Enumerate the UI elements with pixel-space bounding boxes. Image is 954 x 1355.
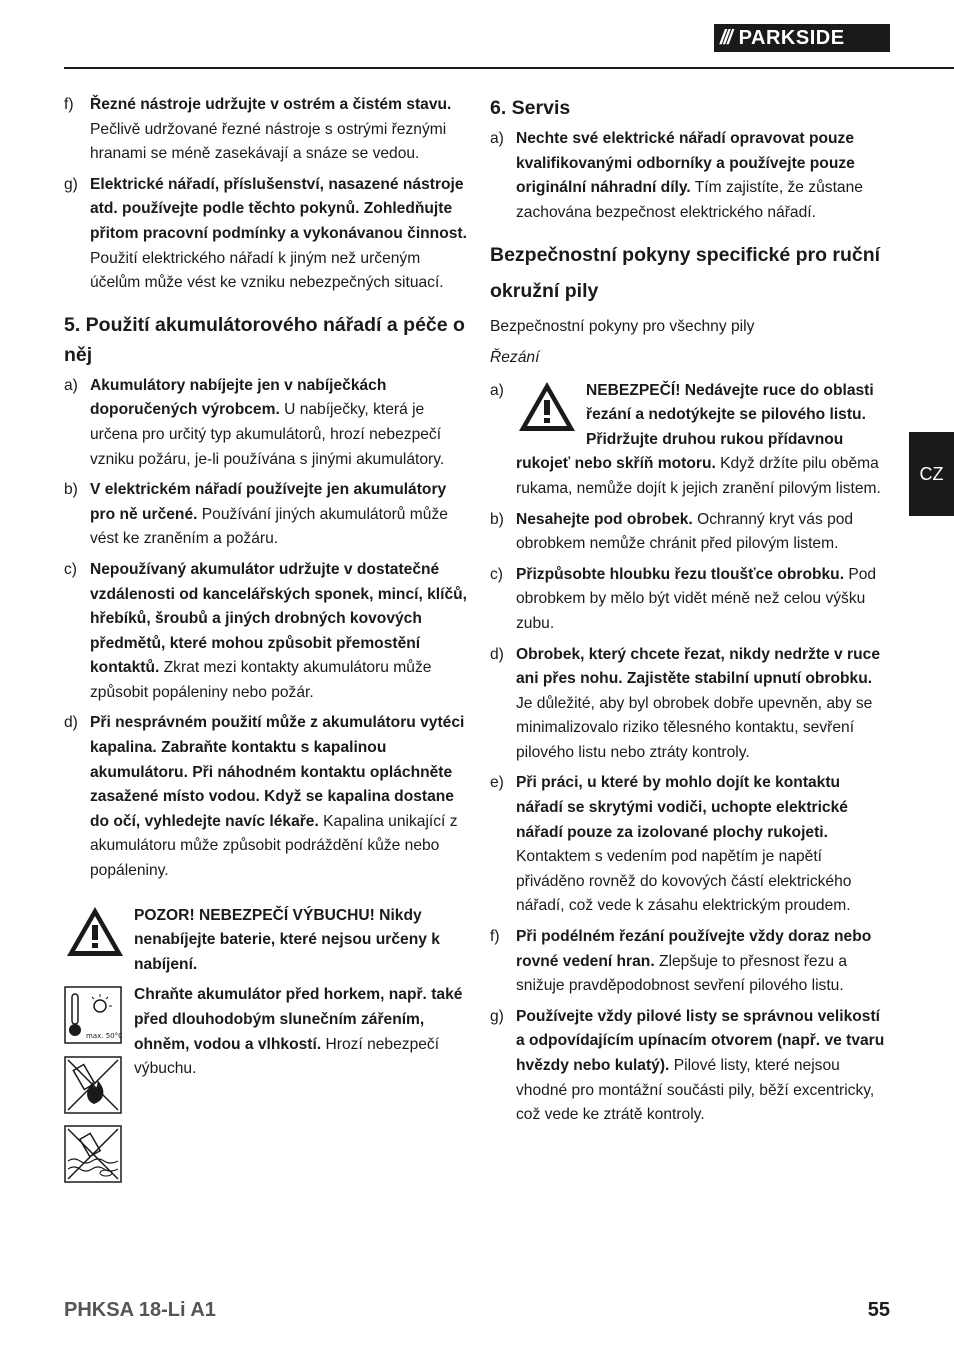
warning-triangle-icon	[64, 904, 126, 960]
item-label: g)	[64, 175, 78, 193]
item-text	[90, 374, 468, 472]
section-5-heading: 5. Použití akumulátorového nářadí a péče o něj	[64, 313, 465, 366]
item-normal: Používání jiných akumulátorů může vést ke zraněním a požáru.	[90, 505, 448, 548]
item-text	[90, 173, 468, 296]
parkside-logo	[714, 24, 890, 52]
item-normal: Když držíte pilu oběma rukama, nemůže dojít k jejich zranění pilovým listem.	[516, 455, 881, 497]
item-normal: Zkrat mezi kontakty akumulátoru může způsobit popáleniny nebo požár.	[90, 659, 432, 701]
warning-bold: POZOR! NEBEZPEČÍ VÝBUCHU! Nikdy nenabíjejte baterie, které nejsou určeny k nabíjení.	[134, 906, 440, 973]
item-bold: Řezné nástroje udržujte v ostrém a čistém stavu.	[90, 96, 452, 113]
item-label: c)	[490, 565, 503, 583]
item-bold: Při práci, u které by mohlo dojít ke kontaktu nářadí se skrytými vodiči, uchopte elektrické nářadí pouze za izolované plochy rukojeti.	[516, 774, 848, 841]
list-item	[64, 374, 468, 472]
item-normal: U nabíječky, která je určena pro určitý typ akumulátorů, hrozí nebezpečí vzniku požáru, je-li používána s jinými akumulátory.	[90, 401, 445, 468]
temp-label: max. 50°C	[86, 1032, 122, 1041]
item-label: d)	[64, 714, 78, 732]
item-text	[516, 643, 890, 766]
list-item	[64, 478, 468, 552]
no-fire-icon	[64, 1056, 122, 1114]
danger-triangle-icon	[516, 379, 578, 435]
item-bold: Nechte své elektrické nářadí opravovat pouze kvalifikovanými odborníky a používejte pouze originální náhradní díly.	[516, 130, 855, 197]
warning-text	[134, 904, 468, 1192]
item-label: b)	[64, 481, 78, 499]
item-text	[516, 925, 890, 999]
warning2-normal: Hrozí nebezpečí výbuchu.	[134, 1035, 440, 1078]
footer-model: PHKSA 18-Li A1	[64, 1299, 216, 1321]
section-6-heading: 6. Servis	[490, 97, 571, 119]
item-normal: Tím zajistíte, že zůstane zachována bezpečnost elektrického nářadí.	[516, 179, 863, 221]
item-normal: Pilové listy, které nejsou vhodné pro montážní součásti pily, běží excentricky, což vede ke ztrátě kontroly.	[516, 1057, 875, 1124]
cutting-heading: Řezání	[490, 348, 540, 366]
item-bold: Obrobek, který chcete řezat, nikdy nedržte v ruce ani přes nohu. Zajistěte stabilní upnutí obrobku.	[516, 645, 880, 688]
list-item	[490, 127, 890, 225]
specific-safety-heading: Bezpečnostní pokyny specifické pro ruční okružní pily	[490, 244, 881, 303]
heat-sun-icon	[64, 986, 122, 1044]
item-bold: Přizpůsobte hloubku řezu tloušťce obrobku.	[516, 565, 845, 583]
item-normal: Kapalina unikající z akumulátoru může způsobit podráždění kůže nebo popáleniny.	[90, 812, 458, 880]
item-normal: Je důležité, aby byl obrobek dobře upevněn, aby se minimalizovalo riziko tělesného kontaktu, sevření pilového listu nebo ztráty kontroly.	[516, 694, 873, 761]
list-item	[490, 643, 890, 766]
list-item	[64, 173, 468, 296]
item-label: a)	[64, 376, 78, 394]
item-normal: Pečlivě udržované řezné nástroje s ostrými řeznými hranami se méně zasekávají a snáze se vedou.	[90, 120, 447, 163]
item-label: f)	[490, 928, 500, 946]
item-label: e)	[490, 774, 504, 792]
item-normal: Pod obrobkem by mělo být vidět méně než celou výšku zubu.	[516, 565, 877, 632]
item-bold: Nepoužívaný akumulátor udržujte v dostatečné vzdálenosti od kancelářských sponek, mincí, klíčů, hřebíků, šroubů a jiných drobných kovových předmětů, které mohou způsobit přemostění kontaktů.	[90, 560, 467, 677]
list-item	[490, 771, 890, 919]
heat-warning-text	[134, 983, 468, 1081]
item-text	[516, 1005, 890, 1128]
list-item	[64, 558, 468, 706]
logo-brand: PARKSIDE	[738, 26, 845, 49]
explosion-warning-text	[134, 904, 468, 978]
warning-icons	[64, 904, 134, 1192]
item-label: c)	[64, 560, 77, 578]
item-label: d)	[490, 645, 504, 663]
item-label: b)	[490, 510, 504, 528]
list-item	[490, 1005, 890, 1128]
item-text	[90, 93, 468, 167]
item-bold: Elektrické nářadí, příslušenství, nasazené nástroje atd. používejte podle těchto pokynů. Zohledňujte přitom pracovní podmínky a vykonávanou činnost.	[90, 175, 467, 242]
item-bold: NEBEZPEČÍ! Nedávejte ruce do oblasti řezání a nedotýkejte se pilového listu. Přidržujte druhou rukou přídavnou rukojeť nebo skříň motoru.	[516, 381, 874, 473]
list-item	[64, 711, 468, 883]
logo-slashes: ///	[720, 26, 731, 49]
item-text	[516, 771, 890, 919]
item-normal: Použití elektrického nářadí k jiným než určeným účelům může vést ke vzniku nebezpečných situací.	[90, 249, 444, 292]
item-bold: Akumulátory nabíjejte jen v nabíječkách doporučených výrobcem.	[90, 376, 387, 419]
item-normal: Ochranný kryt vás pod obrobkem nemůže chránit před pilovým listem.	[516, 510, 854, 553]
explosion-warning	[64, 904, 468, 1192]
item-label: a)	[490, 381, 504, 399]
list-item	[64, 93, 468, 167]
list-item	[490, 925, 890, 999]
language-tab: CZ	[909, 432, 954, 516]
item-normal: Kontaktem s vedením pod napětím je napětí přiváděno rovněž do kovových částí elektrického nářadí, což vede k zásahu elektrickým proudem.	[516, 848, 852, 915]
danger-item	[490, 379, 890, 502]
list-item	[490, 508, 890, 557]
item-text	[90, 711, 468, 883]
list-item	[490, 563, 890, 637]
item-bold: V elektrickém nářadí používejte jen akumulátory pro ně určené.	[90, 481, 447, 523]
item-text	[516, 127, 890, 225]
item-label: f)	[64, 96, 74, 113]
all-saws-subheading: Bezpečnostní pokyny pro všechny pily	[490, 318, 755, 336]
page-number: 55	[867, 1299, 890, 1321]
item-text	[516, 379, 890, 502]
item-text	[90, 558, 468, 706]
item-label: g)	[490, 1007, 504, 1025]
warning2-bold: Chraňte akumulátor před horkem, např. také před dlouhodobým slunečním zářením, ohněm, vodou a vlhkostí.	[134, 986, 463, 1053]
no-water-icon	[64, 1125, 122, 1183]
item-normal: Zlepšuje to přesnost řezu a snižuje pravděpodobnost sevření pilového listu.	[516, 952, 848, 995]
item-bold: Nesahejte pod obrobek.	[516, 510, 693, 528]
item-bold: Při nesprávném použití může z akumulátoru vytéci kapalina. Zabraňte kontaktu s kapalinou akumulátoru. Při náhodném kontaktu opláchněte zasažené místo vodou. Když se kapalina dostane do očí, vyhledejte navíc lékaře.	[90, 714, 465, 830]
item-text	[516, 563, 890, 637]
right-column	[490, 93, 890, 1134]
item-bold: Používejte vždy pilové listy se správnou velikostí a odpovídajícím upínacím otvorem (např. ve tvaru hvězdy nebo kulatý).	[516, 1007, 885, 1074]
left-column	[64, 93, 468, 1192]
item-bold: Při podélném řezání používejte vždy doraz nebo rovné vedení hran.	[516, 928, 872, 970]
header-rule	[64, 67, 954, 69]
item-text	[516, 508, 890, 557]
item-text	[90, 478, 468, 552]
item-label: a)	[490, 130, 504, 147]
